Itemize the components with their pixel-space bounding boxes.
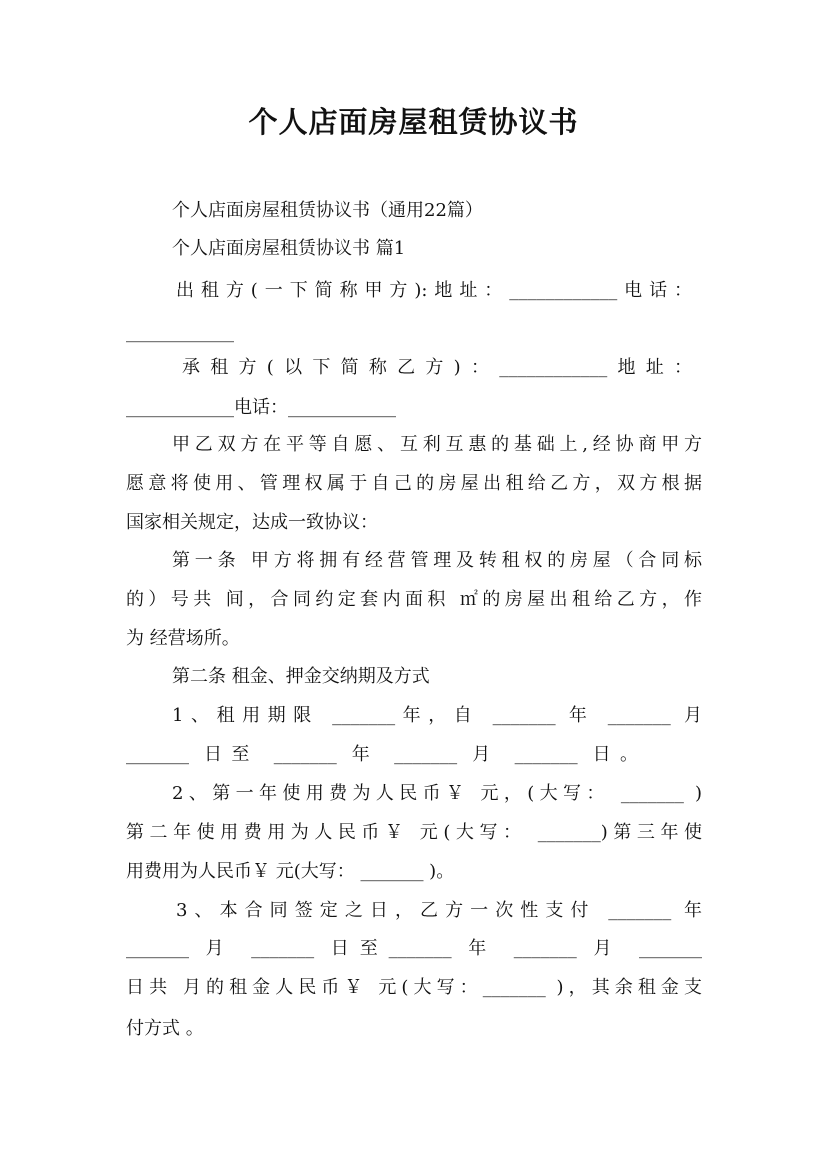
paragraph-line: 甲乙双方在平等自愿、互利互惠的基础上,经协商甲方: [172, 434, 702, 455]
paragraph-line: 国家相关规定，达成一致协议：: [126, 512, 378, 533]
lessee-line: 承租方(以下简称乙方)：____________地址：: [182, 357, 692, 378]
lease-term-line: 1、租用期限 _______年，自 _______ 年 _______ 月: [172, 705, 702, 726]
lessor-phone-blank: ____________: [126, 322, 234, 343]
article-one-line: 为 经营场所。: [126, 628, 240, 649]
lease-term-line: _______ 日至 _______ 年 _______ 月 _______ 日。: [126, 744, 638, 765]
paragraph-line: 愿意将使用、管理权属于自己的房屋出租给乙方，双方根据: [126, 473, 702, 494]
document-title: 个人店面房屋租赁协议书: [248, 105, 579, 139]
payment-line: _______ 月 _______ 日至_______ 年 _______ 月 _______: [126, 938, 702, 959]
payment-line: 3、本合同签定之日，乙方一次性支付 _______ 年: [176, 900, 702, 921]
doc-subtitle: 个人店面房屋租赁协议书（通用22篇）: [172, 200, 483, 221]
fee-line: 2、第一年使用费为人民币￥ 元，(大写： _______ ): [172, 783, 702, 804]
section-heading: 个人店面房屋租赁协议书 篇1: [172, 238, 406, 259]
lessee-address-phone: ____________电话：____________: [126, 397, 396, 418]
payment-line: 日共 月的租金人民币￥ 元(大写：_______ )，其余租金支: [126, 977, 702, 998]
article-one-line: 的）号共 间，合同约定套内面积 ㎡的房屋出租给乙方，作: [126, 589, 702, 610]
article-two-heading: 第二条 租金、押金交纳期及方式: [172, 666, 430, 687]
fee-line: 第二年使用费用为人民币￥ 元(大写： _______)第三年使: [126, 822, 702, 843]
fee-line: 用费用为人民币￥ 元(大写： _______ )。: [126, 861, 455, 882]
article-one-line: 第一条 甲方将拥有经营管理及转租权的房屋（合同标: [172, 550, 702, 571]
payment-line: 付方式 。: [126, 1018, 204, 1039]
lessor-line: 出租方(一下简称甲方):地址：____________电话：: [176, 280, 692, 301]
